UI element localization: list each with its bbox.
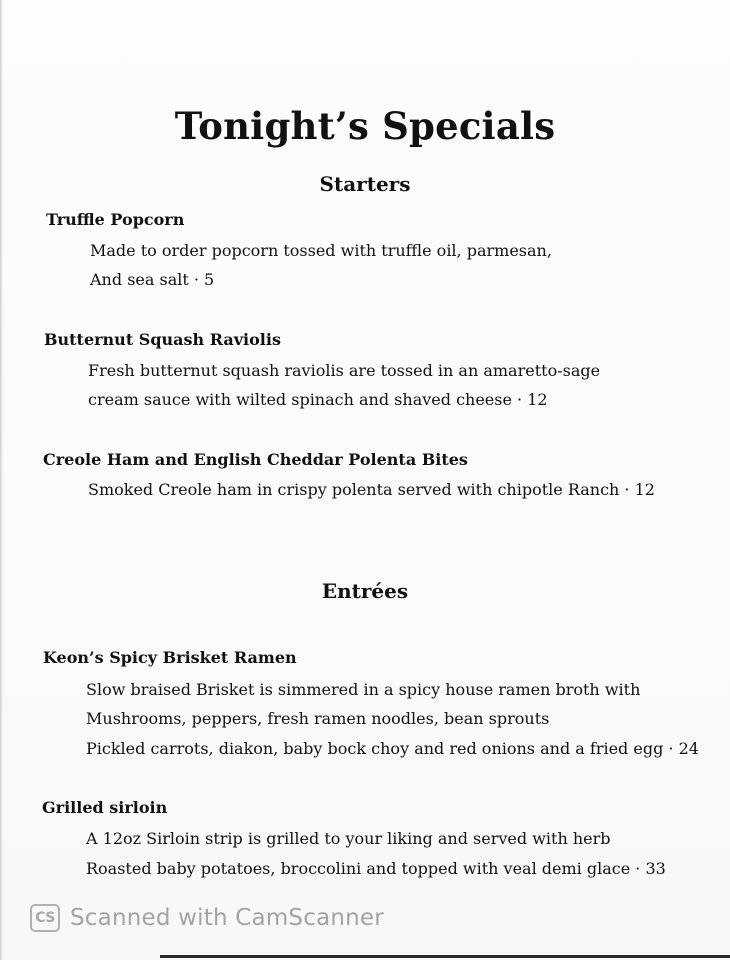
section-heading-entrees: Entrées: [321, 579, 409, 603]
watermark-text: Scanned with CamScanner: [70, 905, 384, 931]
item-description-line: Smoked Creole ham in crispy polenta served with chipotle Ranch · 12: [88, 480, 655, 499]
item-name-polenta-bites: Creole Ham and English Cheddar Polenta Bites: [43, 450, 468, 469]
camscanner-logo-icon: CS: [30, 904, 60, 932]
item-description-line: Made to order popcorn tossed with truffle oil, parmesan,: [90, 241, 552, 260]
camscanner-watermark: [30, 904, 384, 932]
item-description-line: Mushrooms, peppers, fresh ramen noodles, bean sprouts: [86, 709, 550, 728]
item-description-line: Slow braised Brisket is simmered in a spicy house ramen broth with: [86, 680, 641, 699]
item-description-line: And sea salt · 5: [90, 270, 215, 289]
item-description-line: A 12oz Sirloin strip is grilled to your liking and served with herb: [86, 829, 611, 848]
item-description-line: cream sauce with wilted spinach and shaved cheese · 12: [88, 390, 548, 409]
page-bottom-edge: [160, 955, 730, 958]
item-description-line: Roasted baby potatoes, broccolini and topped with veal demi glace · 33: [86, 859, 666, 878]
item-description-line: Pickled carrots, diakon, baby bock choy and red onions and a fried egg · 24: [86, 739, 699, 758]
item-description-line: Fresh butternut squash raviolis are tossed in an amaretto-sage: [88, 361, 601, 380]
item-name-truffle-popcorn: Truffle Popcorn: [46, 210, 185, 229]
section-heading-starters: Starters: [319, 172, 411, 196]
item-name-brisket-ramen: Keon’s Spicy Brisket Ramen: [43, 648, 297, 667]
item-name-grilled-sirloin: Grilled sirloin: [42, 798, 168, 817]
item-name-butternut-squash-raviolis: Butternut Squash Raviolis: [44, 330, 281, 349]
menu-title: Tonight’s Specials: [174, 104, 556, 148]
